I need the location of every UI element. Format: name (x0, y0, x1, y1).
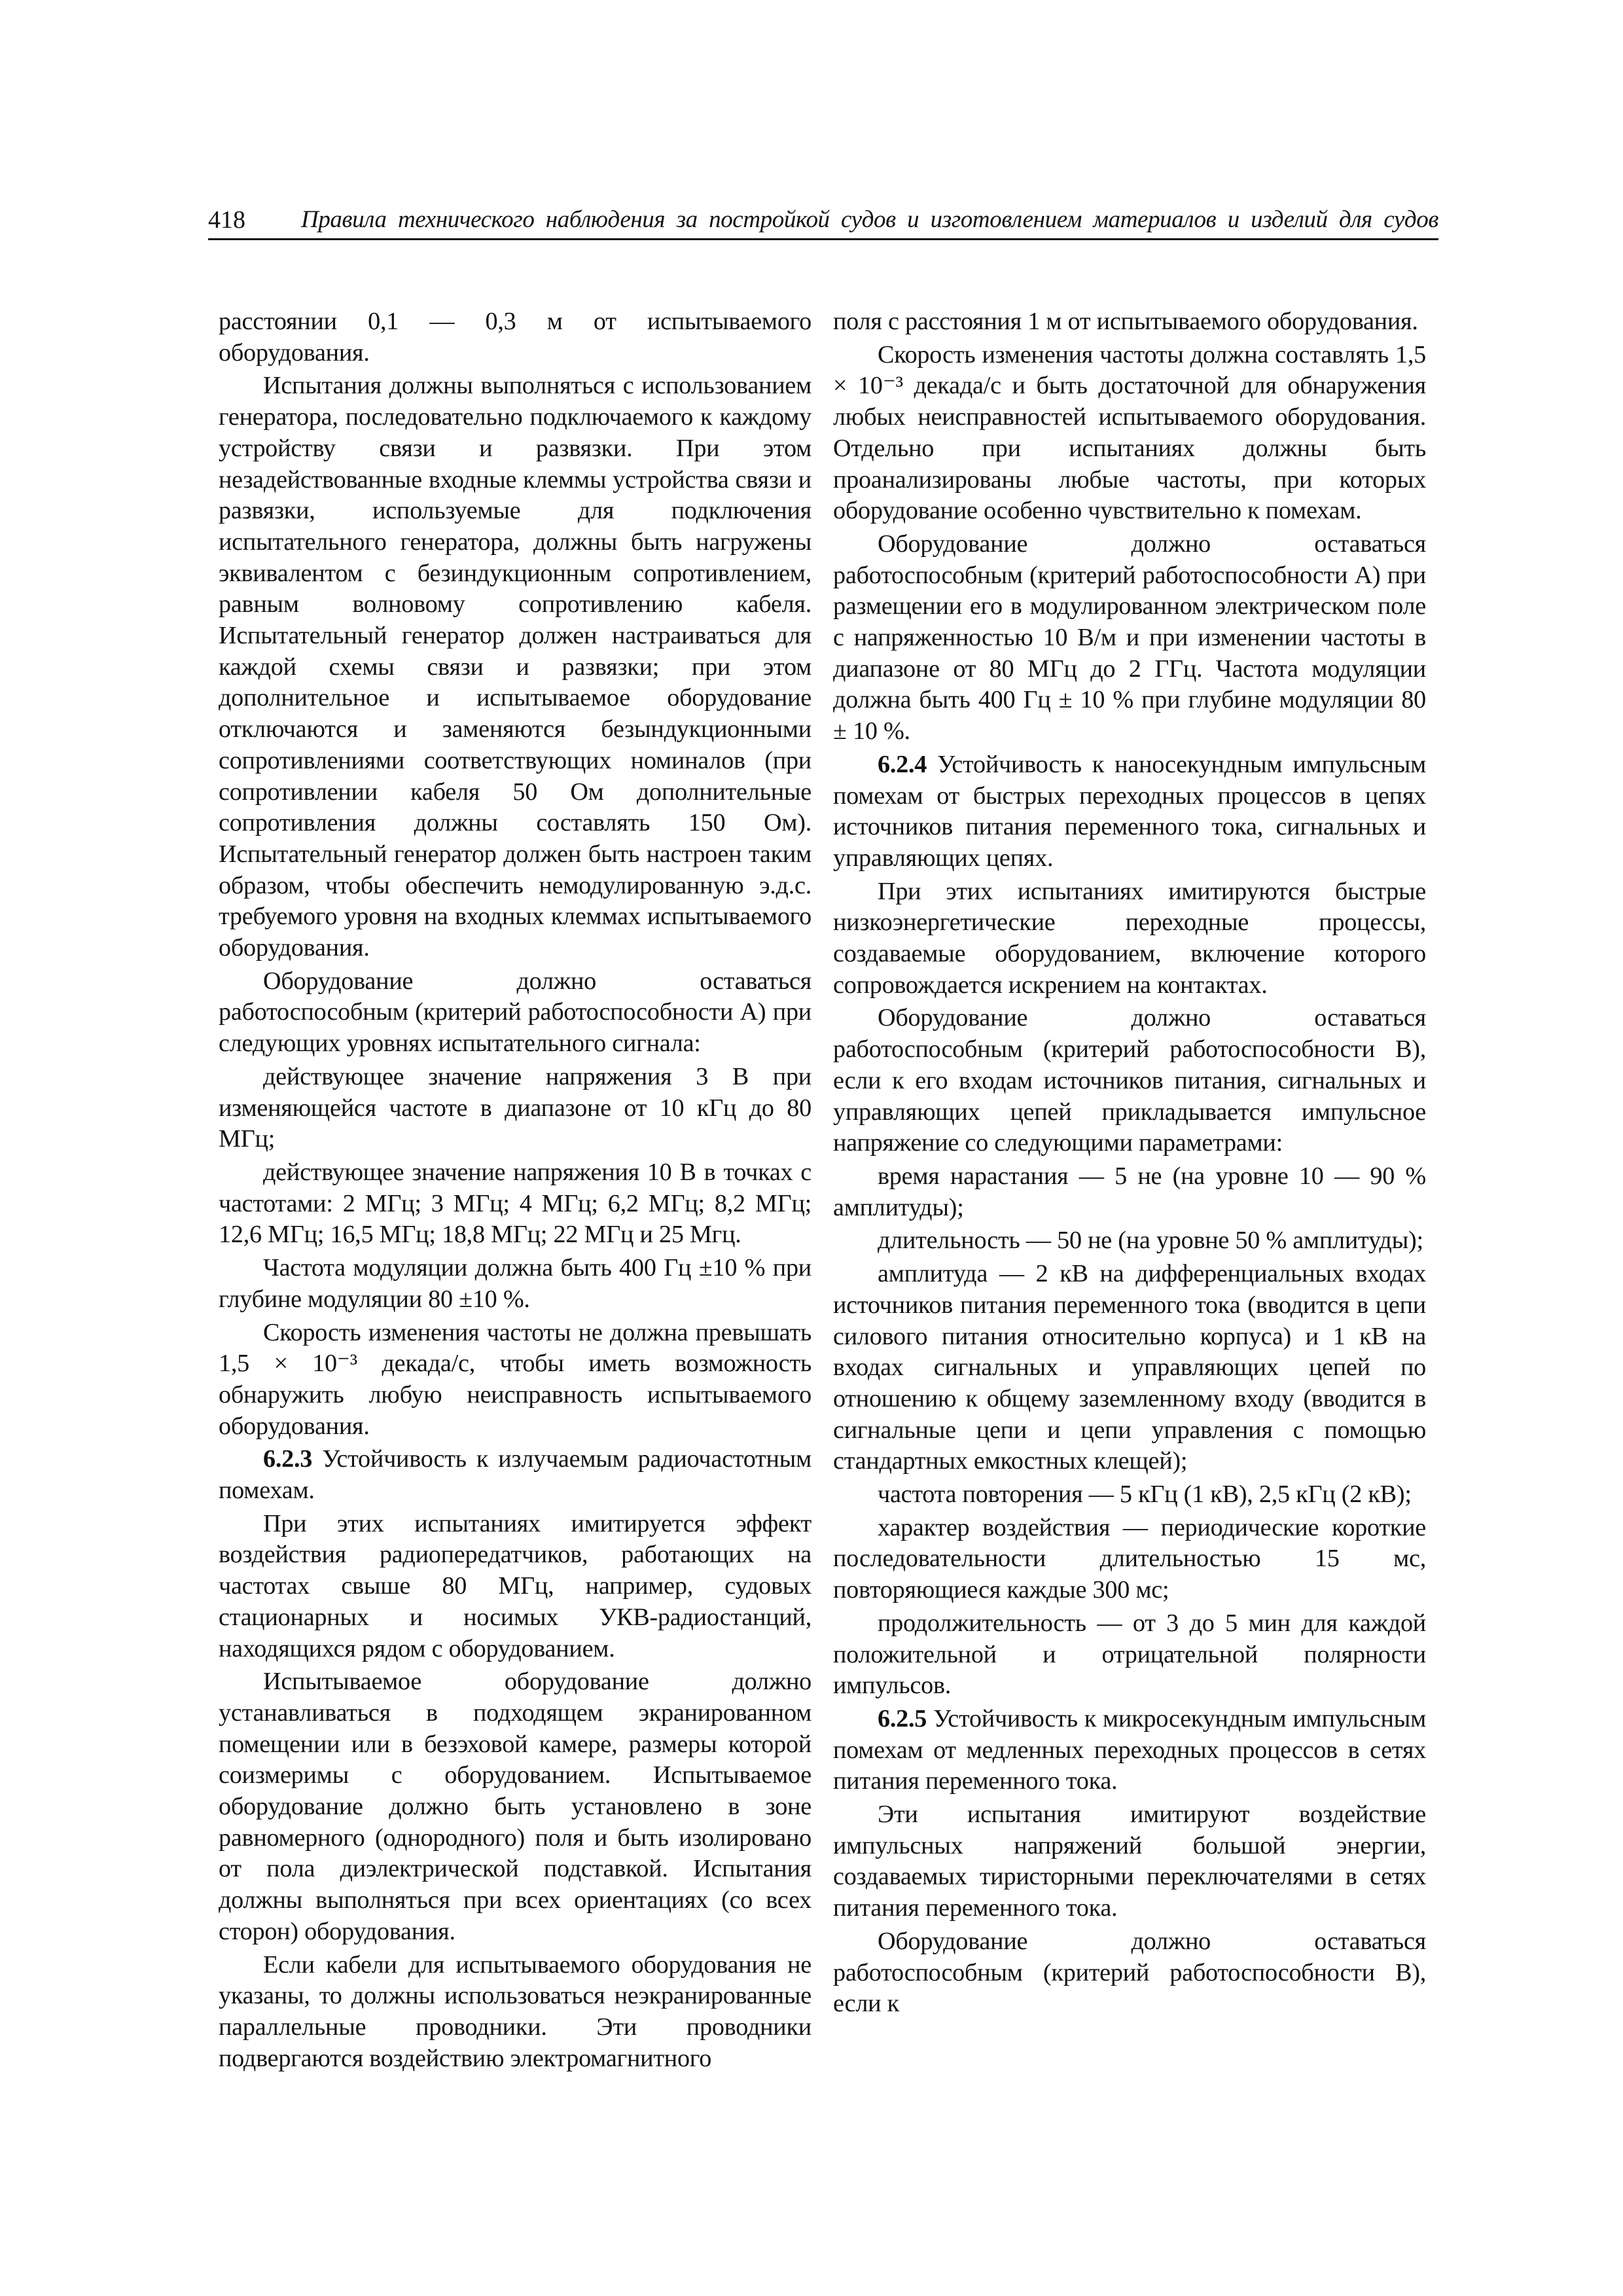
right-column (833, 306, 1426, 2022)
paragraph: Скорость изменения частоты не должна превышать 1,5 × 10⁻³ декада/с, чтобы иметь возможность обнаружить любую неисправность испытываемого оборудования. (219, 1318, 812, 1440)
paragraph: поля с расстояния 1 м от испытываемого оборудования. (833, 308, 1418, 335)
running-title: Правила технического наблюдения за постройкой судов и изготовлением материалов и изделий для судов (301, 206, 1438, 233)
section-number: 6.2.4 (878, 750, 927, 778)
paragraph: Оборудование должно оставаться работоспособным (критерий работоспособности В), если к (833, 1927, 1426, 2018)
paragraph: Частота модуляции должна быть 400 Гц ±10 % при глубине модуляции 80 ±10 %. (219, 1254, 812, 1313)
left-column (219, 306, 812, 2076)
paragraph: характер воздействия — периодические короткие последовательности длительностью 15 мс, повторяющиеся каждые 300 мс; (833, 1513, 1426, 1604)
section-paragraph (833, 749, 1426, 874)
paragraph: Эти испытания имитируют воздействие импульсных напряжений большой энергии, создаваемых тиристорными переключателями в сетях питания переменного тока. (833, 1801, 1426, 1922)
section-number: 6.2.3 (263, 1445, 313, 1473)
paragraph: Оборудование должно оставаться работоспособным (критерий работоспособности В), если к его входам источников питания, сигнальных и управляющих цепей прикладывается импульсное напряжение со следующими параметрами: (833, 1004, 1426, 1157)
section-heading: Устойчивость к излучаемым радиочастотным помехам. (219, 1445, 812, 1505)
paragraph: Испытываемое оборудование должно устанавливаться в подходящем экранированном помещении или в безэховой камере, размеры которой соизмеримы с оборудованием. Испытываемое оборудование должно быть установлено в зоне равномерного (однородного) поля и быть изолировано от пола диэлектрической подставкой. Испытания должны выполняться при всех ориентациях (со всех сторон) оборудования. (219, 1668, 812, 1945)
page-header (208, 202, 1438, 240)
section-paragraph (219, 1444, 812, 1506)
section-number: 6.2.5 (878, 1704, 927, 1732)
paragraph: амплитуда — 2 кВ на дифференциальных входах источников питания переменного тока (вводится в цепи силового питания относительно корпуса) и 1 кВ на входах сигнальных и управляющих цепей по отношению к общему заземленному входу (вводится в сигнальные цепи и цепи управления с помощью стандартных емкостных клещей); (833, 1260, 1426, 1475)
paragraph: При этих испытаниях имитируются быстрые низкоэнергетические переходные процессы, создаваемые оборудованием, включение которого сопровождается искрением на контактах. (833, 877, 1426, 999)
paragraph: частота повторения — 5 кГц (1 кВ), 2,5 кГц (2 кВ); (878, 1480, 1412, 1509)
section-paragraph (833, 1704, 1426, 1797)
paragraph: Оборудование должно оставаться работоспособным (критерий работоспособности А) при следующих уровнях испытательного сигнала: (219, 967, 812, 1058)
paragraph: Оборудование должно оставаться работоспособным (критерий работоспособности А) при размещении его в модулированном электрическом поле с напряженностью 10 В/м и при изменении частоты в диапазоне от 80 МГц до 2 ГГц. Частота модуляции должна быть 400 Гц ± 10 % при глубине модуляции 80 ± 10 %. (833, 529, 1426, 745)
paragraph: При этих испытаниях имитируется эффект воздействия радиопередатчиков, работающих на частотах свыше 80 МГц, например, судовых стационарных и носимых УКВ-радиостанций, находящихся рядом с оборудованием. (219, 1509, 812, 1662)
paragraph: длительность — 50 не (на уровне 50 % амплитуды); (878, 1227, 1423, 1255)
paragraph: действующее значение напряжения 3 В при изменяющейся частоте в диапазоне от 10 кГц до 80 МГц; (219, 1062, 812, 1153)
section-heading: Устойчивость к наносекундным импульсным помехам от быстрых переходных процессов в цепях источников питания переменного тока, сигнальных и управляющих цепях. (833, 750, 1426, 872)
paragraph: Испытания должны выполняться с использованием генератора, последовательно подключаемого к каждому устройству связи и развязки. При этом незадействованные входные клеммы устройства связи и развязки, используемые для подключения испытательного генератора, должны быть нагружены эквивалентом с безиндукционным сопротивлением, равным волновому сопротивлению кабеля. Испытательный генератор должен настраиваться для каждой схемы связи и развязки; при этом дополнительное и испытываемое оборудование отключаются и заменяются безындукционными сопротивлениями соответствующих номиналов (при сопротивлении кабеля 50 Ом дополнительные сопротивления должны составлять 150 Ом). Испытательный генератор должен быть настроен таким образом, чтобы обеспечить немодулированную э.д.с. требуемого уровня на входных клеммах испытываемого оборудования. (219, 372, 812, 962)
paragraph: расстоянии 0,1 — 0,3 м от испытываемого оборудования. (219, 308, 812, 367)
paragraph: время нарастания — 5 не (на уровне 10 — 90 % амплитуды); (833, 1162, 1426, 1221)
section-heading: Устойчивость к микросекундным импульсным помехам от медленных переходных процессов в сетях питания переменного тока. (833, 1704, 1426, 1795)
paragraph: Если кабели для испытываемого оборудования не указаны, то должны использоваться неэкранированные параллельные проводники. Эти проводники подвергаются воздействию электромагнитного (219, 1950, 812, 2072)
page-number: 418 (208, 206, 245, 234)
paragraph: действующее значение напряжения 10 В в точках с частотами: 2 МГц; 3 МГц; 4 МГц; 6,2 МГц; 8,2 МГц; 12,6 МГц; 16,5 МГц; 18,8 МГц; 22 МГц и 25 Мгц. (219, 1158, 812, 1249)
paragraph: Скорость изменения частоты должна составлять 1,5 × 10⁻³ декада/с и быть достаточной для обнаружения любых неисправностей испытываемого оборудования. Отдельно при испытаниях должны быть проанализированы любые частоты, при которых оборудование особенно чувствительно к помехам. (833, 340, 1426, 525)
paragraph: продолжительность — от 3 до 5 мин для каждой положительной и отрицательной полярности импульсов. (833, 1609, 1426, 1700)
